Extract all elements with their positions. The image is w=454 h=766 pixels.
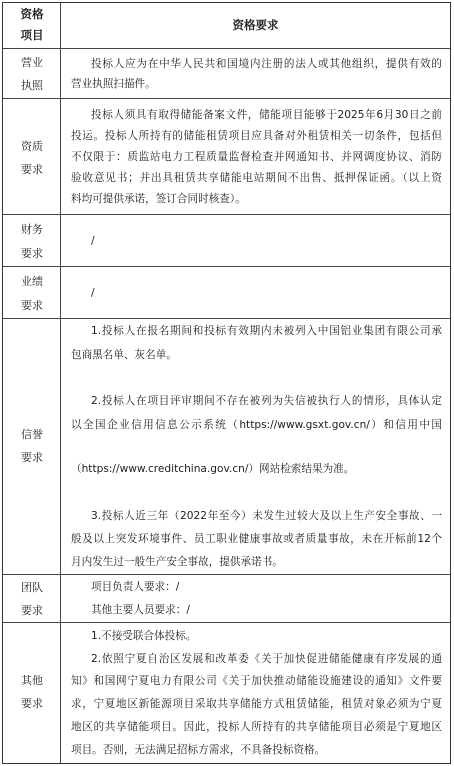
text-line: 般及以上突发环境事件、员工职业健康事故或者质量事故，未在开标前12个 xyxy=(71,533,442,545)
text-line: （https://www.creditchina.gov.cn/）网站检索结果为准。 xyxy=(71,463,355,475)
label-line2: 要求 xyxy=(21,299,43,312)
text-line: 投运。投标人所持有的储能租赁项目应具备对外租赁相关一切条件，包括但 xyxy=(71,130,442,142)
team-other-requirement: 其他主要人员要求：/ xyxy=(91,604,190,616)
text-line: 1.投标人在报名期间和投标有效期内未被列入中国铝业集团有限公司承 xyxy=(91,325,442,337)
label-line2: 要求 xyxy=(21,163,43,176)
text-line: 包商黑名单、灰名单。 xyxy=(71,349,177,361)
text-line: 1.不接受联合体投标。 xyxy=(91,630,197,642)
text-line: 验收意见书；并出具租赁共享储能电站期间不出售、抵押保证函。（以上资 xyxy=(71,172,442,184)
label-line2: 执照 xyxy=(21,79,43,92)
label-line1: 营业 xyxy=(21,56,43,69)
text-line: 3.投标人近三年（2022年至今）未发生过较大及以上生产安全事故、一 xyxy=(91,510,442,522)
header-label-line2: 项目 xyxy=(20,28,44,42)
label-line2: 要求 xyxy=(21,604,43,617)
text-line: 2.依照宁夏自治区发展和改革委《关于加快促进储能健康有序发展的通 xyxy=(91,653,442,665)
row-finance xyxy=(3,215,450,267)
row-performance xyxy=(3,267,450,319)
label-line1: 业绩 xyxy=(21,275,43,288)
label-line1: 团队 xyxy=(21,581,43,594)
content-cell xyxy=(61,267,450,318)
content-cell xyxy=(61,49,450,98)
text-line: 地区的共享储能项目。因此，投标人所持有的共享储能项目必须是宁夏地区 xyxy=(71,721,442,733)
text-line: 投标人应为在中华人民共和国境内注册的法人或其他组织，提供有效的 xyxy=(91,58,442,70)
content-cell xyxy=(61,99,450,214)
label-cell xyxy=(3,623,61,763)
label-line1: 其他 xyxy=(21,674,43,687)
text-line: 知》和国网宁夏电力有限公司《关于加快推动储能设施建设的通知》文件要 xyxy=(71,675,442,687)
header-row xyxy=(3,3,450,49)
qualification-table xyxy=(2,2,451,764)
content-cell xyxy=(61,575,450,622)
text-line: 求，宁夏地区新能源项目采取共享储能方式租赁储能，租赁对象必须为宁夏 xyxy=(71,698,442,710)
header-requirement: 资格要求 xyxy=(232,18,279,32)
label-cell xyxy=(3,99,61,214)
label-line2: 要求 xyxy=(21,451,43,464)
row-business-license xyxy=(3,49,450,99)
team-leader-requirement: 项目负责人要求：/ xyxy=(91,581,180,593)
text-line: 以全国企业信用信息公示系统（https://www.gsxt.gov.cn/）和信用中国 xyxy=(71,419,442,431)
text-line: 投标人须具有取得储能备案文件，储能项目能够于2025年6月30日之前 xyxy=(91,109,442,121)
text-line: 月内发生过一般生产安全事故，提供承诺书。 xyxy=(71,556,283,568)
content-cell xyxy=(61,319,450,574)
content-cell xyxy=(61,215,450,266)
label-cell xyxy=(3,215,61,266)
text-line: 料均可提供承诺，签订合同时核查）。 xyxy=(71,193,246,205)
header-label-line1: 资格 xyxy=(20,7,44,21)
header-label-cell xyxy=(3,3,61,48)
header-requirement-cell xyxy=(61,3,450,48)
label-line2: 要求 xyxy=(21,247,43,260)
label-cell xyxy=(3,49,61,98)
row-other xyxy=(3,623,450,763)
label-cell xyxy=(3,319,61,574)
content-cell xyxy=(61,623,450,763)
finance-value: / xyxy=(91,235,95,247)
text-line: 营业执照扫描件。 xyxy=(71,78,156,90)
text-line: 2.投标人在项目评审期间不存在被列为失信被执行人的情形，具体认定 xyxy=(91,395,442,407)
label-line1: 财务 xyxy=(21,223,43,236)
label-cell xyxy=(3,575,61,622)
label-line1: 资质 xyxy=(21,140,43,153)
row-credit xyxy=(3,319,450,575)
row-team xyxy=(3,575,450,623)
text-line: 项目。否则，无法满足招标方需求，不具备投标资格。 xyxy=(71,744,326,756)
text-line: 不仅限于：质监站电力工程质量监督检查并网通知书、并网调度协议、消防 xyxy=(71,151,442,163)
label-line2: 要求 xyxy=(21,697,43,710)
row-qualification xyxy=(3,99,450,215)
label-cell xyxy=(3,267,61,318)
performance-value: / xyxy=(91,287,95,299)
label-line1: 信誉 xyxy=(21,428,43,441)
